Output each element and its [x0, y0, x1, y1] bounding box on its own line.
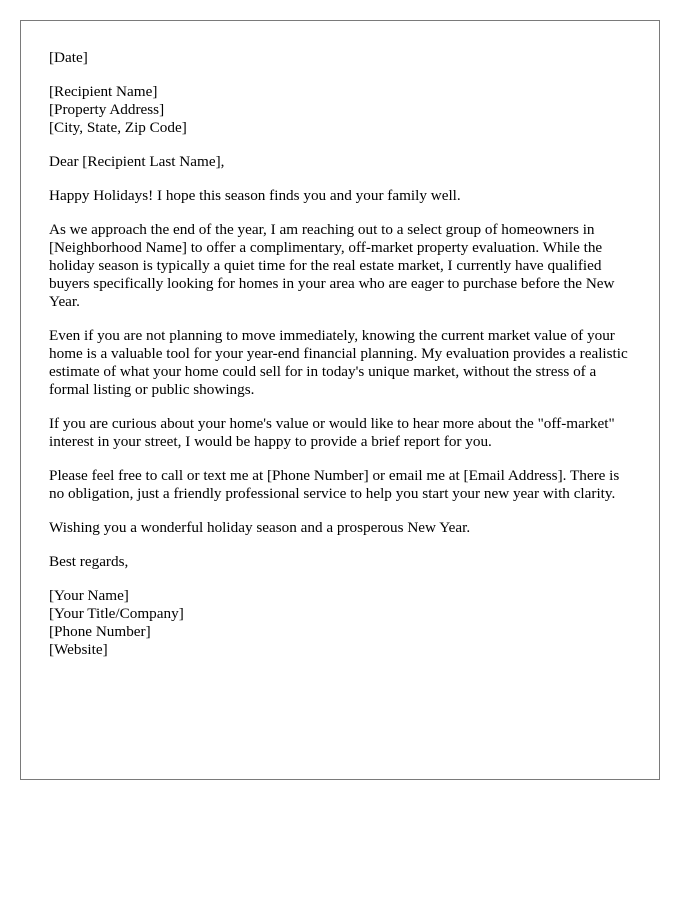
letter-date: [Date]: [49, 49, 88, 66]
paragraph-contact: Please feel free to call or text me at [Phone Number] or email me at [Email Address]. There is no obligation, just a friendly professional service to help you start your new year with clarity.: [49, 467, 620, 502]
paragraph-offer: As we approach the end of the year, I am reaching out to a select group of homeowners in [Neighborhood Name] to offer a complimentary, off-market property evaluation. While the holiday season is typically a quiet time for the real estate market, I currently have qualified buyers specifically looking for homes in your area who are eager to purchase before the New Year.: [49, 221, 615, 310]
signature-website: [Website]: [49, 641, 108, 658]
signature-name: [Your Name]: [49, 587, 129, 604]
salutation: Dear [Recipient Last Name],: [49, 153, 225, 170]
paragraph-report: If you are curious about your home's value or would like to hear more about the "off-market" interest in your street, I would be happy to provide a brief report for you.: [49, 415, 615, 450]
closing: Best regards,: [49, 553, 129, 570]
paragraph-wishes: Wishing you a wonderful holiday season and a prosperous New Year.: [49, 519, 471, 536]
signature-block: [49, 587, 629, 659]
recipient-city: [City, State, Zip Code]: [49, 119, 187, 136]
recipient-block: [49, 83, 629, 137]
recipient-address: [Property Address]: [49, 101, 165, 118]
paragraph-greeting: Happy Holidays! I hope this season finds you and your family well.: [49, 187, 461, 204]
paragraph-value: Even if you are not planning to move immediately, knowing the current market value of your home is a valuable tool for your year-end financial planning. My evaluation provides a realistic estimate of what your home could sell for in today's unique market, without the stress of a formal listing or public showings.: [49, 327, 628, 398]
signature-title: [Your Title/Company]: [49, 605, 184, 622]
letter-page: [20, 20, 660, 780]
recipient-name: [Recipient Name]: [49, 83, 158, 100]
signature-phone: [Phone Number]: [49, 623, 151, 640]
